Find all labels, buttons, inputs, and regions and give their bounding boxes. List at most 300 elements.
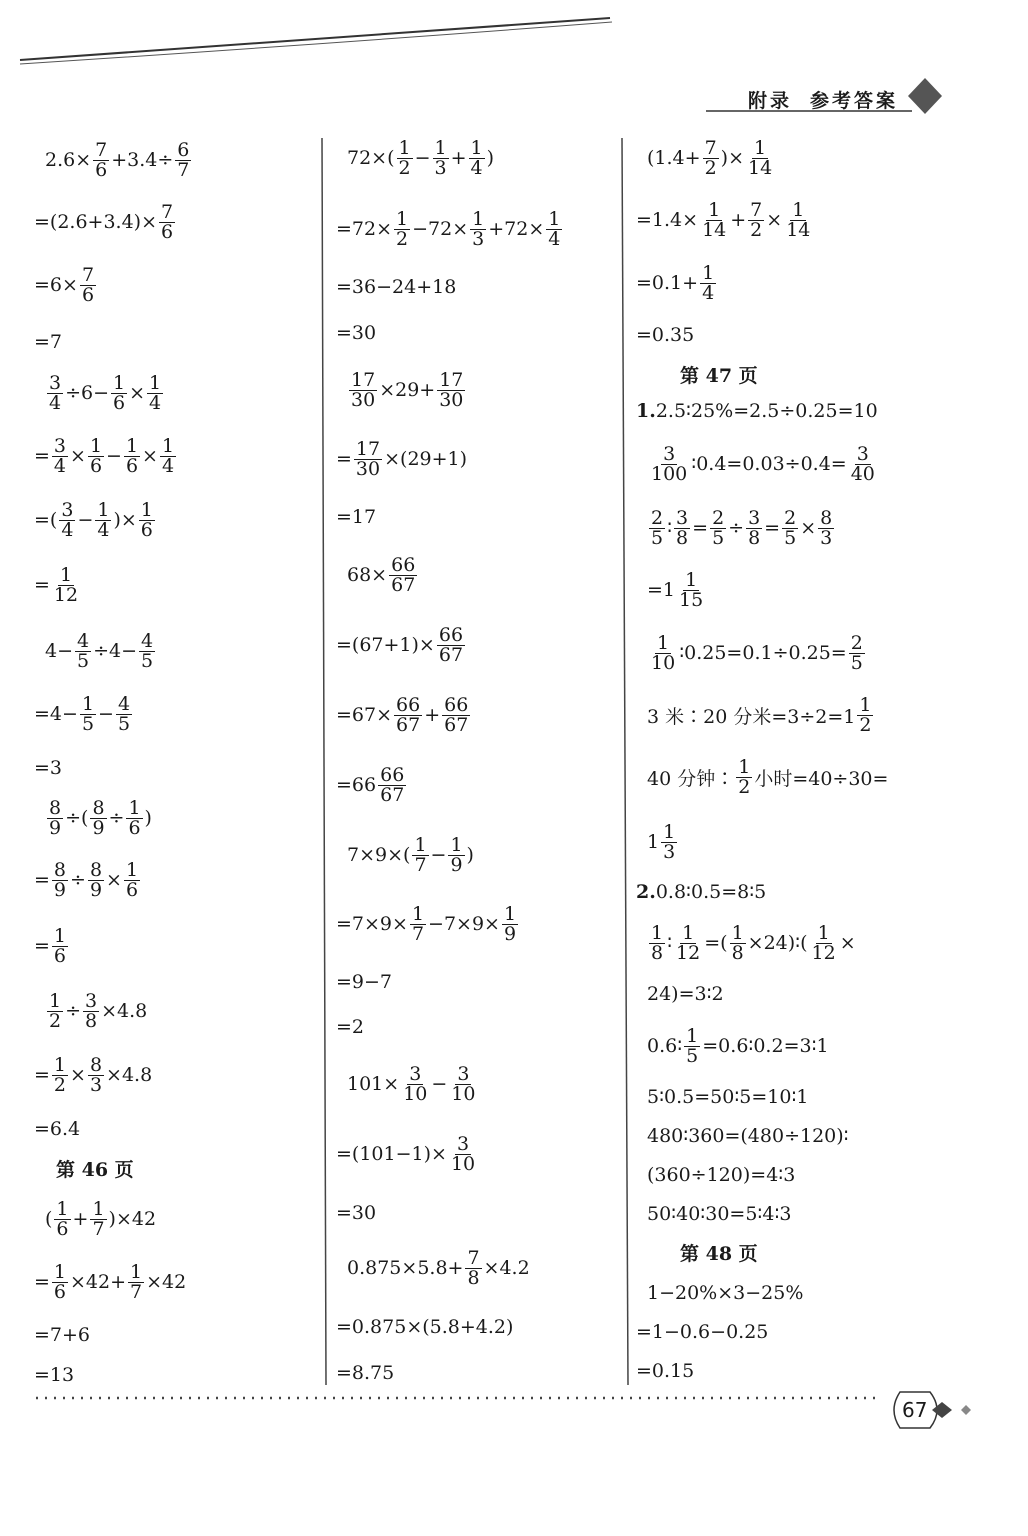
equation-line — [336, 497, 376, 537]
fraction-numerator: 1 — [708, 198, 721, 221]
fraction-numerator: 3 — [53, 434, 67, 457]
fraction-denominator: 67 — [438, 643, 464, 666]
equation-text: =7×9× — [336, 913, 408, 935]
fraction — [546, 207, 562, 250]
fraction-denominator: 6 — [128, 816, 141, 839]
equation-line — [636, 1351, 694, 1391]
fraction-numerator: 17 — [439, 368, 464, 391]
equation-text: ) — [486, 147, 495, 169]
equation-text: =13 — [34, 1364, 75, 1386]
fraction — [139, 629, 155, 672]
equation-line — [336, 765, 408, 805]
fraction-numerator: 8 — [89, 858, 103, 881]
equation-text: − — [414, 147, 431, 169]
fraction-numerator: 1 — [53, 924, 67, 947]
fraction-denominator: 6 — [81, 283, 95, 306]
equation-line — [336, 1307, 513, 1347]
equation-line — [34, 631, 157, 671]
fraction — [782, 506, 798, 549]
equation-line — [636, 757, 888, 797]
equation-line — [336, 1193, 376, 1233]
equation-text: 5∶0.5=50∶5=10∶1 — [647, 1086, 809, 1108]
fraction — [661, 820, 677, 863]
fraction-numerator: 3 — [676, 506, 689, 529]
fraction-denominator: 2 — [53, 1073, 67, 1096]
equation-text: ÷( — [65, 807, 89, 829]
fraction-denominator: 67 — [396, 713, 421, 736]
equation-line — [34, 1355, 74, 1395]
equation-text: +3.4÷ — [111, 149, 174, 171]
fraction — [730, 921, 746, 964]
equation-line — [636, 1312, 768, 1352]
fraction-numerator: 1 — [738, 755, 751, 778]
equation-text: × — [800, 517, 817, 539]
fraction — [649, 442, 689, 485]
fraction — [147, 371, 163, 414]
equation-text: × — [129, 382, 146, 404]
equation-line — [34, 1199, 156, 1239]
fraction-denominator: 9 — [89, 878, 103, 901]
fraction-numerator: 1 — [53, 1260, 67, 1283]
fraction-denominator: 2 — [396, 227, 409, 250]
fraction-denominator: 4 — [702, 281, 715, 304]
fraction-denominator: 10 — [450, 1152, 476, 1175]
equation-text: 2.6× — [45, 149, 92, 171]
fraction — [410, 902, 426, 945]
fraction-numerator: 1 — [89, 434, 103, 457]
fraction-numerator: 1 — [59, 563, 73, 586]
fraction-numerator: 8 — [92, 796, 105, 819]
equation-text: ×4.8 — [106, 1064, 153, 1086]
equation-line — [336, 1248, 530, 1288]
fraction-numerator: 2 — [850, 631, 863, 654]
equation-line — [636, 695, 875, 735]
fraction-numerator: 1 — [472, 207, 485, 230]
equation-text: =3 — [34, 757, 63, 779]
fraction-numerator: 3 — [663, 442, 676, 465]
equation-text: 小时=40÷30= — [754, 767, 889, 790]
equation-text: =0.15 — [636, 1360, 695, 1382]
fraction-numerator: 1 — [651, 921, 664, 944]
equation-text: × — [106, 869, 122, 891]
equation-text: × — [142, 445, 158, 467]
equation-line — [636, 974, 724, 1014]
fraction — [389, 553, 417, 596]
equation-text: −7×9× — [428, 913, 500, 935]
equation-text: 7×9×( — [347, 844, 411, 866]
fraction — [465, 1246, 481, 1289]
equation-text: = — [34, 935, 50, 957]
fraction-denominator: 7 — [130, 1280, 143, 1303]
fraction-denominator: 8 — [651, 941, 664, 964]
equation-line — [336, 1134, 479, 1174]
equation-text: ∶0.4=0.03÷0.4= — [691, 453, 847, 475]
equation-text: ×42 — [146, 1271, 187, 1293]
fraction — [139, 498, 155, 541]
fraction-denominator: 5 — [712, 526, 725, 549]
fraction-denominator: 2 — [738, 775, 751, 798]
fraction — [746, 136, 774, 179]
fraction-denominator: 6 — [53, 944, 67, 967]
fraction-denominator: 6 — [161, 220, 174, 243]
fraction — [52, 858, 68, 901]
equation-line — [34, 694, 134, 734]
fraction-denominator: 15 — [679, 588, 704, 611]
fraction-denominator: 4 — [97, 518, 110, 541]
equation-text: 3 米∶20 分米=3÷2=1 — [647, 705, 856, 728]
equation-text: =(2.6+3.4)× — [34, 211, 158, 233]
fraction — [674, 506, 690, 549]
question-number: 2. — [636, 881, 656, 903]
fraction-numerator: 66 — [396, 693, 421, 716]
fraction-denominator: 6 — [95, 158, 108, 181]
equation-line — [636, 1077, 809, 1117]
equation-text: =1 — [647, 579, 676, 601]
fraction-denominator: 4 — [548, 227, 561, 250]
fraction-denominator: 4 — [161, 454, 175, 477]
equation-line — [336, 370, 467, 410]
equation-text: + — [72, 1208, 89, 1230]
equation-line — [34, 748, 62, 788]
fraction — [736, 755, 752, 798]
equation-text: 第 46 页 — [56, 1158, 134, 1181]
equation-text: =8.75 — [336, 1362, 395, 1384]
fraction — [52, 1053, 68, 1096]
fraction — [677, 568, 705, 611]
equation-line — [636, 1155, 795, 1195]
equation-text: =0.6∶0.2=3∶1 — [702, 1035, 829, 1057]
fraction-numerator: 7 — [81, 263, 95, 286]
fraction-numerator: 1 — [754, 136, 767, 159]
fraction-denominator: 2 — [704, 156, 717, 179]
equation-line — [336, 209, 564, 249]
fraction-denominator: 3 — [434, 156, 447, 179]
equation-line — [336, 625, 467, 665]
fraction-denominator: 3 — [89, 1073, 103, 1096]
fraction-numerator: 3 — [856, 442, 869, 465]
fraction-numerator: 1 — [56, 1197, 69, 1220]
fraction-numerator: 8 — [89, 1053, 103, 1076]
equation-text: = — [34, 869, 50, 891]
fraction — [849, 631, 865, 674]
page-number: 67 — [902, 1398, 928, 1422]
equation-text: ÷ — [65, 1000, 82, 1022]
fraction-denominator: 8 — [748, 526, 761, 549]
fraction — [449, 1132, 477, 1175]
equation-line — [34, 202, 177, 242]
fraction-numerator: 17 — [355, 437, 381, 460]
fraction-numerator: 1 — [663, 820, 676, 843]
fraction-denominator: 67 — [391, 573, 416, 596]
fraction-denominator: 3 — [472, 227, 485, 250]
fraction — [80, 692, 96, 735]
fraction-denominator: 5 — [117, 712, 131, 735]
fraction — [59, 498, 75, 541]
fraction-denominator: 7 — [177, 158, 190, 181]
fraction-numerator: 1 — [130, 1260, 143, 1283]
fraction — [354, 437, 382, 480]
equation-line — [34, 265, 98, 305]
fraction — [88, 434, 104, 477]
fraction-denominator: 100 — [651, 462, 688, 485]
fraction-denominator: 30 — [355, 457, 381, 480]
fraction — [684, 1024, 700, 1067]
fraction-denominator: 6 — [89, 454, 103, 477]
fraction — [470, 207, 486, 250]
fraction-numerator: 4 — [77, 629, 90, 652]
equation-text: =0.35 — [636, 324, 695, 346]
fraction-numerator: 7 — [704, 136, 717, 159]
equation-text: ) — [144, 807, 152, 829]
fraction-numerator: 66 — [380, 763, 405, 786]
fraction-numerator: 2 — [712, 506, 725, 529]
equation-line — [336, 138, 494, 178]
equation-text: 1 — [647, 831, 660, 853]
appendix-header — [748, 86, 916, 113]
fraction-numerator: 4 — [141, 629, 154, 652]
fraction-denominator: 12 — [53, 583, 79, 606]
fraction — [159, 200, 175, 243]
equation-line — [34, 373, 165, 413]
equation-text: =0.1+ — [636, 272, 699, 294]
fraction-denominator: 5 — [784, 526, 797, 549]
equation-line — [336, 962, 392, 1002]
equation-text: 0.875×5.8+ — [347, 1257, 464, 1279]
fraction-denominator: 4 — [149, 391, 162, 414]
equation-text: 第 48 页 — [680, 1242, 758, 1265]
fraction-numerator: 7 — [467, 1246, 480, 1269]
fraction — [88, 858, 104, 901]
fraction-denominator: 3 — [663, 840, 676, 863]
fraction-numerator: 1 — [817, 921, 830, 944]
equation-line — [34, 1055, 152, 1095]
equation-text: 4− — [45, 640, 74, 662]
equation-text: =36−24+18 — [336, 276, 457, 298]
fraction-denominator: 4 — [470, 156, 483, 179]
equation-line — [636, 822, 679, 862]
equation-text: =0.875×(5.8+4.2) — [336, 1316, 514, 1338]
fraction-denominator: 4 — [61, 518, 74, 541]
equation-text: =1−0.6−0.25 — [636, 1321, 769, 1343]
fraction-denominator: 8 — [467, 1266, 480, 1289]
fraction — [394, 693, 422, 736]
fraction-denominator: 7 — [411, 922, 425, 945]
equation-text: × — [839, 932, 856, 954]
equation-text: (1.4+ — [647, 147, 701, 169]
equation-text: ÷ — [70, 869, 86, 891]
column-divider-1 — [322, 138, 326, 1385]
equation-text: ÷ — [728, 517, 745, 539]
equation-text: × — [70, 1064, 86, 1086]
fraction-numerator: 1 — [470, 136, 483, 159]
equation-line — [336, 695, 472, 735]
equation-line — [636, 444, 879, 484]
fraction — [124, 858, 140, 901]
fraction-denominator: 10 — [451, 1082, 476, 1105]
fraction — [849, 442, 877, 485]
fraction — [52, 1260, 68, 1303]
fraction — [700, 261, 716, 304]
equation-text: (360÷120)=4∶3 — [647, 1164, 796, 1186]
fraction-numerator: 1 — [686, 1024, 699, 1047]
equation-text: = — [34, 1064, 50, 1086]
fraction-denominator: 14 — [748, 156, 773, 179]
equation-text: 50∶40∶30=5∶4∶3 — [647, 1203, 792, 1225]
equation-text: − — [106, 445, 122, 467]
fraction — [412, 833, 428, 876]
equation-line — [636, 263, 718, 303]
equation-line — [34, 436, 178, 476]
fraction-denominator: 14 — [786, 218, 811, 241]
fraction-denominator: 7 — [92, 1217, 105, 1240]
fraction-numerator: 1 — [125, 434, 139, 457]
fraction-denominator: 30 — [351, 388, 376, 411]
equation-text: ×42+ — [70, 1271, 127, 1293]
fraction-numerator: 66 — [391, 553, 416, 576]
fraction-denominator: 9 — [53, 878, 67, 901]
fraction-numerator: 1 — [92, 1197, 105, 1220]
fraction — [700, 198, 728, 241]
equation-text: =( — [704, 932, 728, 954]
fraction-denominator: 67 — [380, 783, 405, 806]
fraction-numerator: 8 — [49, 796, 62, 819]
equation-line — [34, 322, 62, 362]
equation-text: 72×( — [347, 147, 395, 169]
fraction-numerator: 1 — [140, 498, 153, 521]
equation-text: = — [34, 574, 50, 596]
fraction — [784, 198, 812, 241]
equation-line — [336, 313, 376, 353]
fraction-denominator: 5 — [850, 651, 863, 674]
fraction-numerator: 17 — [351, 368, 376, 391]
fraction-denominator: 5 — [686, 1044, 699, 1067]
fraction-numerator: 1 — [682, 921, 695, 944]
equation-text: ∶ — [667, 517, 673, 539]
fraction — [52, 924, 68, 967]
equation-text: 24)=3∶2 — [647, 983, 724, 1005]
equation-text: − — [430, 844, 447, 866]
equation-text: =(67+1)× — [336, 634, 435, 656]
equation-text: 480∶360=(480÷120)∶ — [647, 1125, 849, 1147]
fraction — [401, 1062, 429, 1105]
fraction-denominator: 9 — [450, 853, 463, 876]
equation-text: )× — [720, 147, 744, 169]
fraction-denominator: 6 — [125, 454, 139, 477]
fraction — [442, 693, 470, 736]
fraction-numerator: 3 — [457, 1132, 470, 1155]
fraction-numerator: 3 — [457, 1062, 470, 1085]
fraction — [95, 498, 111, 541]
fraction-numerator: 1 — [161, 434, 175, 457]
footer-small-diamond-icon — [961, 1405, 971, 1415]
fraction-denominator: 2 — [859, 713, 872, 736]
equation-line — [34, 1109, 80, 1149]
equation-line — [636, 315, 694, 355]
equation-line — [34, 798, 152, 838]
fraction-denominator: 12 — [811, 941, 836, 964]
fraction — [90, 796, 106, 839]
fraction — [90, 1197, 106, 1240]
fraction — [502, 902, 518, 945]
equation-line — [636, 391, 878, 431]
fraction-denominator: 2 — [750, 218, 763, 241]
equation-line — [336, 835, 474, 875]
appendix-label: 附录 — [748, 90, 793, 112]
fraction-numerator: 1 — [411, 902, 425, 925]
fraction-denominator: 8 — [85, 1009, 98, 1032]
fraction — [437, 368, 465, 411]
fraction-denominator: 6 — [140, 518, 153, 541]
equation-text: =30 — [336, 1202, 377, 1224]
fraction-numerator: 1 — [398, 136, 411, 159]
page-section-heading — [636, 354, 758, 394]
equation-line — [636, 872, 766, 912]
equation-text: 1−20%×3−25% — [647, 1282, 804, 1304]
equation-line — [34, 500, 157, 540]
fraction — [378, 763, 406, 806]
fraction-denominator: 6 — [113, 391, 126, 414]
equation-text: =67× — [336, 704, 393, 726]
equation-text: × — [766, 209, 783, 231]
equation-text: ×4.8 — [101, 1000, 148, 1022]
equation-text: )×42 — [108, 1208, 157, 1230]
equation-text: + — [730, 209, 747, 231]
equation-text: 0.8∶0.5=8∶5 — [655, 881, 767, 903]
equation-text: + — [424, 704, 441, 726]
equation-line — [336, 267, 456, 307]
equation-line — [636, 508, 836, 548]
equation-text: ∶ — [667, 932, 673, 954]
fraction — [349, 368, 377, 411]
equation-text: − — [77, 509, 94, 531]
fraction-numerator: 1 — [434, 136, 447, 159]
equation-line — [34, 1262, 186, 1302]
fraction-denominator: 10 — [651, 651, 676, 674]
fraction — [649, 921, 665, 964]
fraction-numerator: 1 — [731, 921, 744, 944]
equation-text: = — [764, 517, 781, 539]
equation-text: ×4.2 — [483, 1257, 530, 1279]
equation-text: ) — [466, 844, 474, 866]
fraction — [93, 138, 109, 181]
fraction-denominator: 12 — [676, 941, 701, 964]
fraction-denominator: 5 — [81, 712, 95, 735]
fraction — [124, 434, 140, 477]
fraction-denominator: 5 — [77, 649, 90, 672]
fraction — [75, 629, 91, 672]
fraction-numerator: 1 — [414, 833, 427, 856]
equation-text: +72× — [488, 218, 545, 240]
fraction — [748, 198, 764, 241]
fraction — [810, 921, 838, 964]
equation-line — [336, 1064, 479, 1104]
equation-text: =7 — [34, 331, 63, 353]
fraction — [52, 563, 80, 606]
fraction-numerator: 8 — [53, 858, 67, 881]
fraction — [394, 207, 410, 250]
fraction-numerator: 1 — [113, 371, 126, 394]
equation-line — [34, 860, 142, 900]
equation-line — [336, 439, 467, 479]
fraction — [47, 989, 63, 1032]
fraction-numerator: 1 — [53, 1053, 67, 1076]
fraction-numerator: 3 — [85, 989, 98, 1012]
fraction-denominator: 6 — [125, 878, 139, 901]
fraction-numerator: 1 — [49, 989, 62, 1012]
equation-line — [34, 565, 82, 605]
question-number: 1. — [636, 400, 656, 422]
fraction-denominator: 8 — [731, 941, 744, 964]
